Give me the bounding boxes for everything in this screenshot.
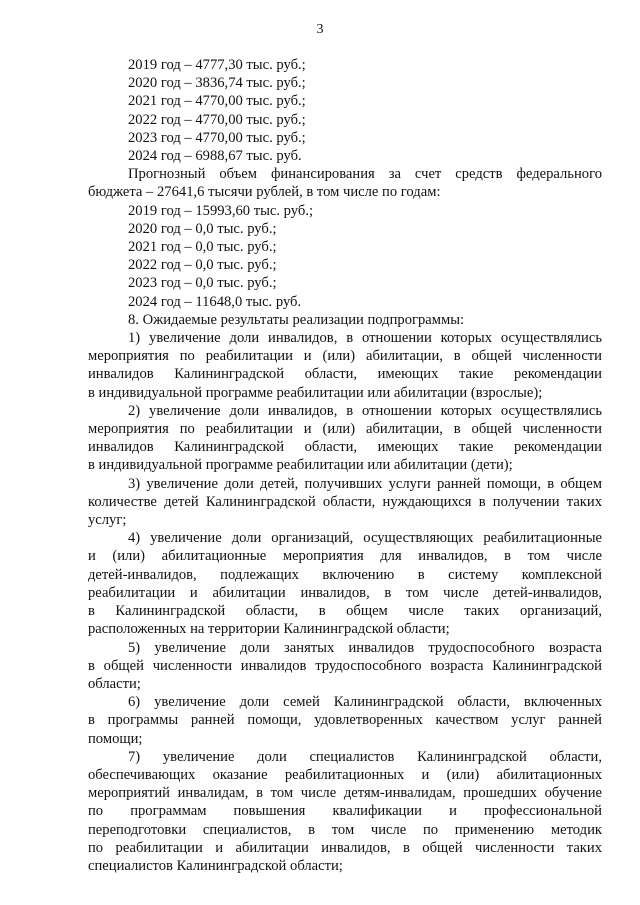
paragraph-line: в индивидуальной программе реабилитации или абилитации (дети); [88,457,513,474]
paragraph-line: детей-инвалидов, подлежащих включению в систему комплексной [88,566,602,583]
finance-line: 2024 год – 6988,67 тыс. руб. [128,148,302,165]
paragraph-line: по реабилитации и абилитации инвалидов, в общей численности таких [88,839,602,856]
page-number: 3 [316,22,324,37]
result-item-3 [88,475,602,530]
finance-line: 2021 год – 0,0 тыс. руб.; [128,239,277,256]
section-heading: 8. Ожидаемые результаты реализации подпрограммы: [128,311,465,328]
finance-line: 2023 год – 0,0 тыс. руб.; [128,275,277,292]
paragraph-line: в общей численности инвалидов трудоспособного возраста Калининградской [88,657,602,674]
paragraph-line: расположенных на территории Калининградской области; [88,621,450,638]
finance-line: 2019 год – 4777,30 тыс. руб.; [128,57,306,73]
result-item-1 [88,329,602,402]
paragraph-line: мероприятия по реабилитации и (или) абилитации, в общей численности [88,421,602,438]
federal-finance-list [88,202,602,311]
paragraph-line: 2) увеличение доли инвалидов, в отношении которых осуществлялись [128,402,602,419]
result-item-2 [88,402,602,475]
paragraph-line: бюджета – 27641,6 тысячи рублей, в том числе по годам: [88,184,441,201]
paragraph-line: 3) увеличение доли детей, получивших услуги ранней помощи, в общем [128,475,602,492]
paragraph-line: обеспечивающих оказание реабилитационных и (или) абилитационных [88,766,602,783]
document-body [88,56,602,875]
paragraph-line: 6) увеличение доли семей Калининградской области, включенных [128,694,602,711]
paragraph-line: переподготовки специалистов, в том числе по применению методик [88,821,602,838]
paragraph-line: 4) увеличение доли организаций, осуществляющих реабилитационные [128,530,602,547]
finance-line: 2022 год – 0,0 тыс. руб.; [128,257,277,274]
result-item-4 [88,529,602,638]
result-item-5 [88,639,602,694]
finance-line: 2023 год – 4770,00 тыс. руб.; [128,129,306,146]
paragraph-line: по программам повышения квалификации и профессиональной [88,803,602,820]
paragraph-line: 7) увеличение доли специалистов Калининградской области, [128,748,602,765]
paragraph-line: инвалидов Калининградской области, имеющих такие рекомендации [88,366,602,383]
paragraph-line: в Калининградской области, в общем числе таких организаций, [88,603,602,620]
paragraph-line: специалистов Калининградской области; [88,857,343,874]
paragraph-line: 1) увеличение доли инвалидов, в отношении которых осуществлялись [128,330,602,347]
finance-line: 2021 год – 4770,00 тыс. руб.; [128,93,306,110]
paragraph-line: 5) увеличение доли занятых инвалидов трудоспособного возраста [128,639,602,656]
finance-line: 2024 год – 11648,0 тыс. руб. [128,293,302,310]
result-item-7 [88,748,602,875]
finance-line: 2020 год – 3836,74 тыс. руб.; [128,75,306,92]
paragraph-line: в индивидуальной программе реабилитации или абилитации (взрослые); [88,384,543,401]
federal-finance-intro [88,165,602,201]
paragraph-line: количестве детей Калининградской области, нуждающихся в получении таких [88,493,602,510]
paragraph-line: и (или) абилитационные мероприятия для инвалидов, в том числе [88,548,602,565]
finance-line: 2019 год – 15993,60 тыс. руб.; [128,202,314,219]
paragraph-line: помощи; [88,730,143,747]
paragraph-line: области; [88,675,141,692]
paragraph-line: инвалидов Калининградской области, имеющих такие рекомендации [88,439,602,456]
paragraph-line: в программы ранней помощи, удовлетворенных качеством услуг ранней [88,712,602,729]
regional-finance-list [88,56,602,165]
paragraph-line: реабилитации и абилитации инвалидов, в том числе детей-инвалидов, [88,584,602,601]
paragraph-line: услуг; [88,512,127,529]
paragraph-line: Прогнозный объем финансирования за счет средств федерального [128,166,602,183]
paragraph-line: мероприятия по реабилитации и (или) абилитации, в общей численности [88,348,602,365]
paragraph-line: мероприятий инвалидам, в том числе детям-инвалидам, прошедших обучение [88,785,602,802]
result-item-6 [88,693,602,748]
finance-line: 2022 год – 4770,00 тыс. руб.; [128,111,306,128]
finance-line: 2020 год – 0,0 тыс. руб.; [128,220,277,237]
